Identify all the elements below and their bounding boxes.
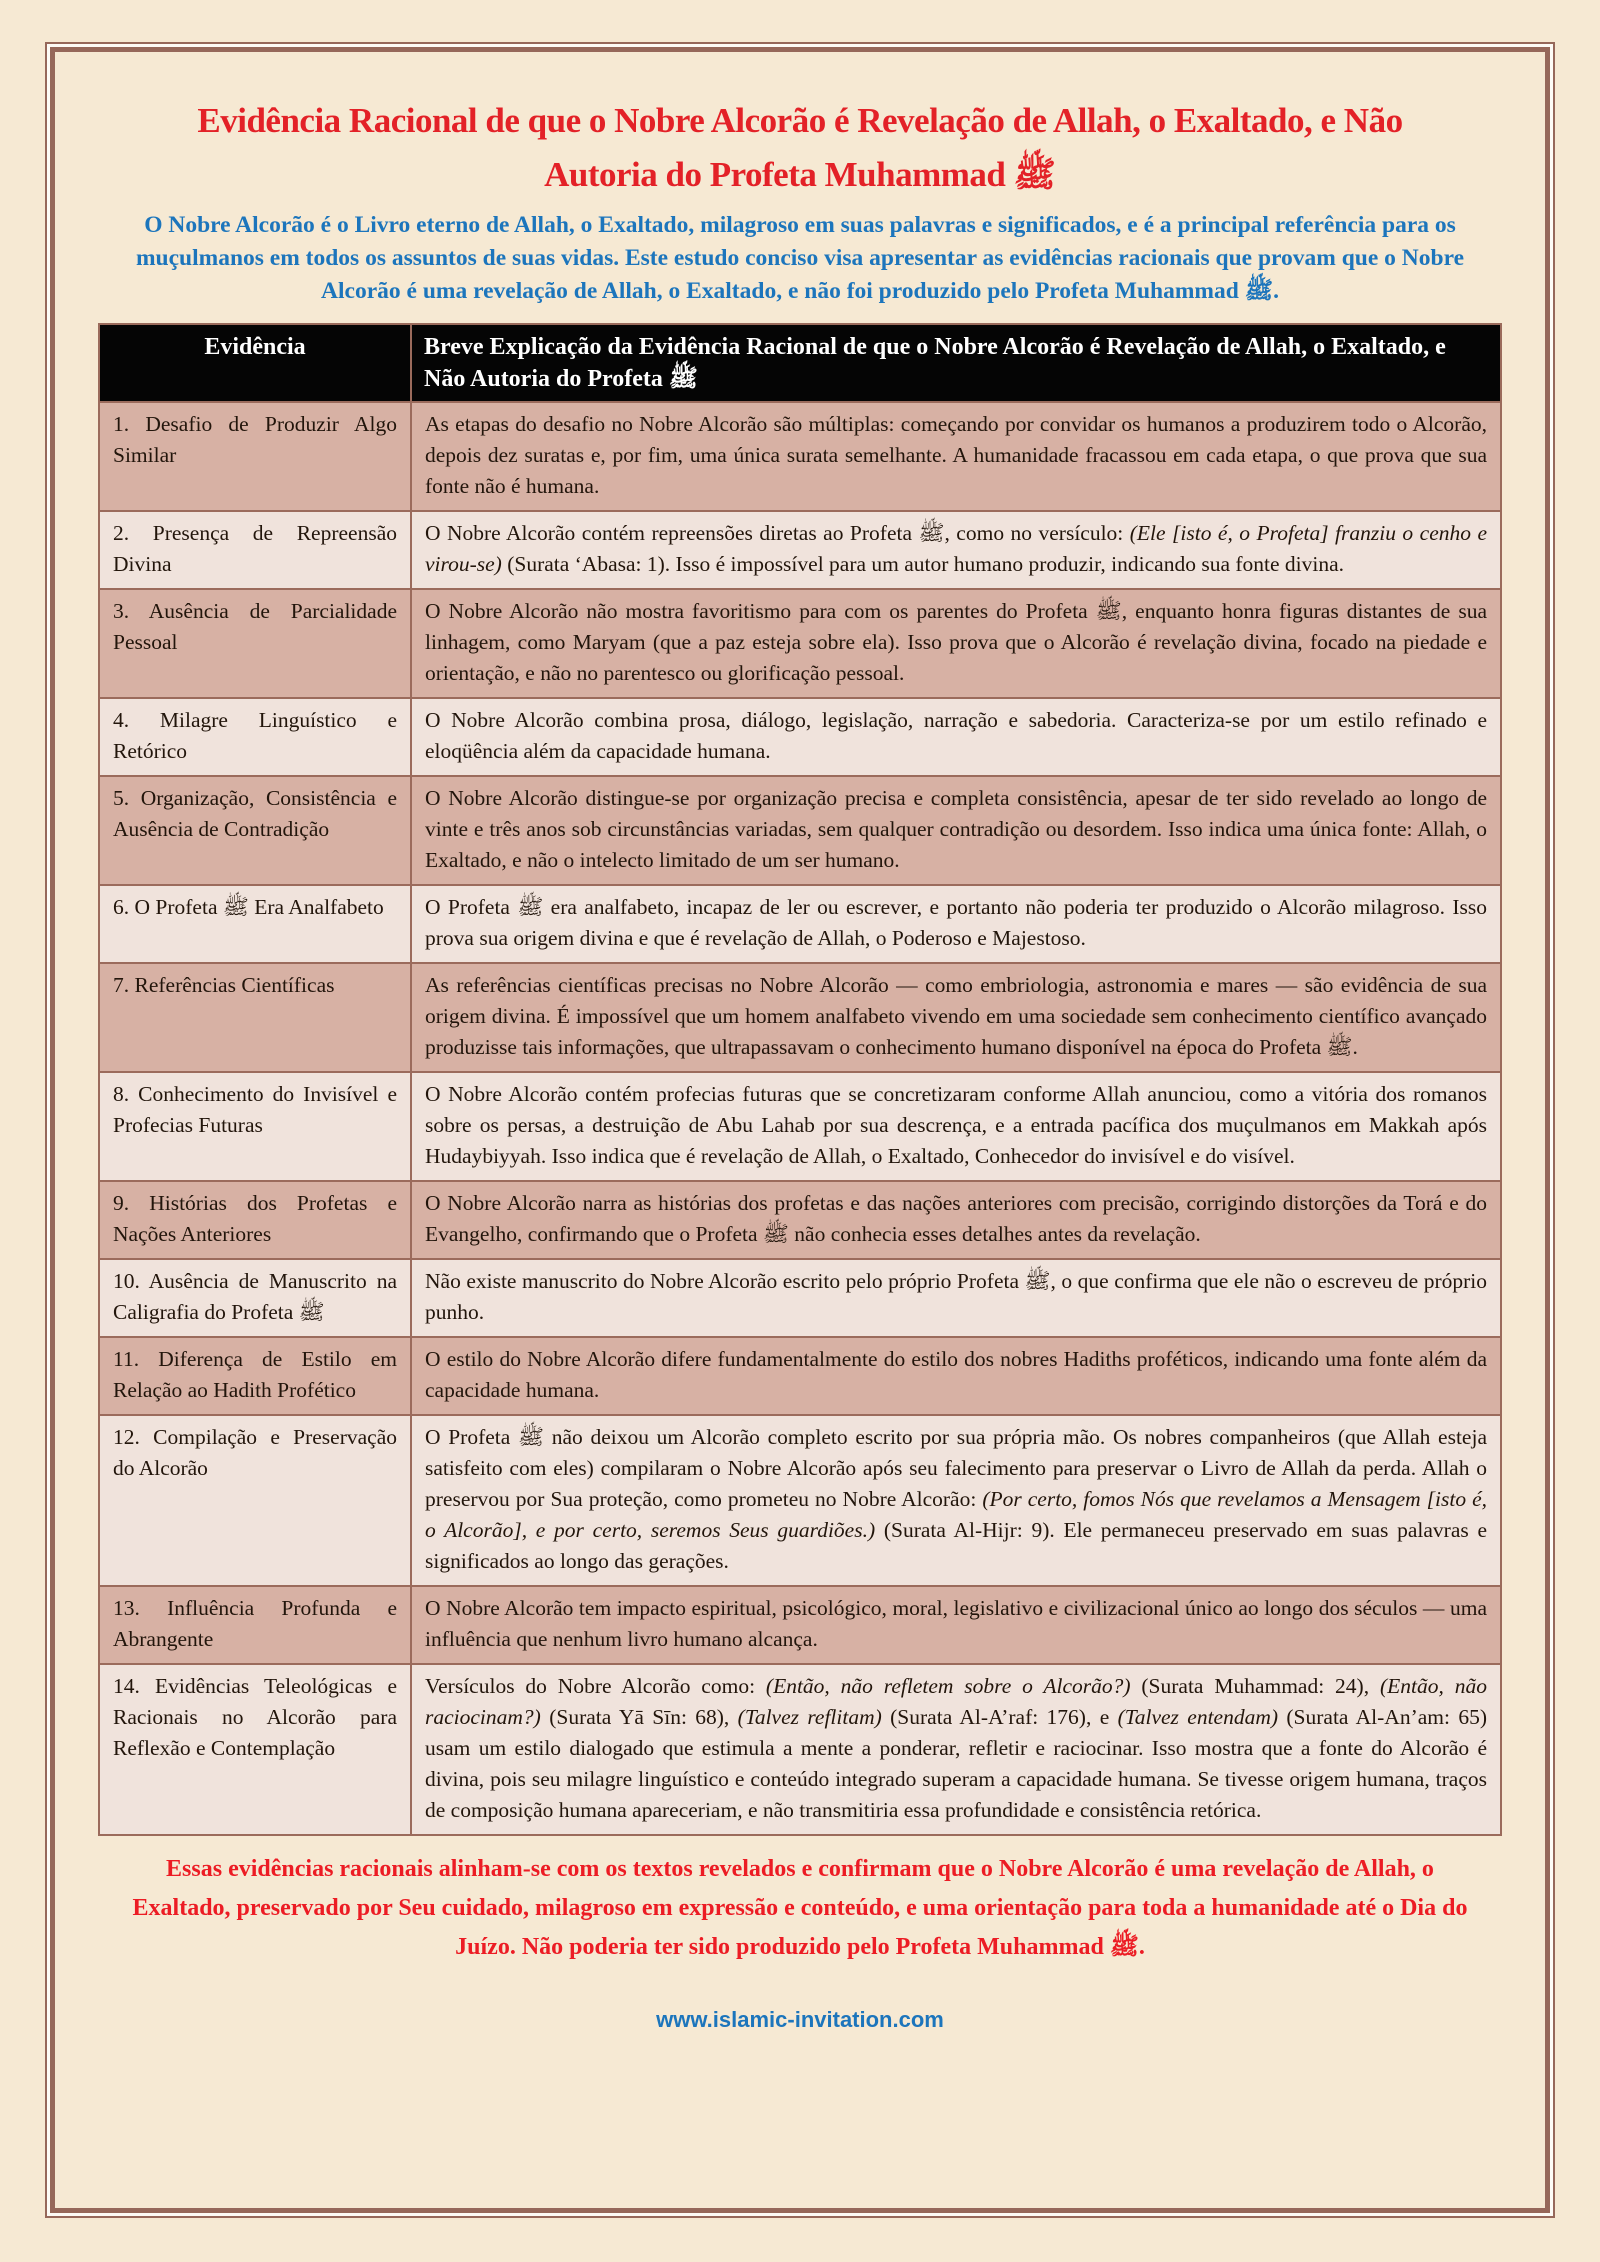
evidence-cell: 8. Conhecimento do Invisível e Profecias Futuras <box>99 1072 411 1181</box>
page-title-line2: Autoria do Profeta Muhammad ﷺ <box>544 155 1056 195</box>
explanation-cell: As referências científicas precisas no Nobre Alcorão — como embriologia, astronomia e mares — são evidência de sua origem divina. É impossível que um homem analfabeto vivendo em uma sociedade sem conhecimento científico avançado produzisse tais informações, que ultrapassavam o conhecimento humano disponível na época do Profeta ﷺ. <box>411 963 1501 1072</box>
explanation-cell: Versículos do Nobre Alcorão como: (Então, não refletem sobre o Alcorão?) (Surata Muhammad: 24), (Então, não raciocinam?) (Surata Yā Sīn: 68), (Talvez reflitam) (Surata Al-A’raf: 176), e (Talvez entendam) (Surata Al-An’am: 65) usam um estilo dialogado que estimula a mente a ponderar, refletir e raciocinar. Isso mostra que a fonte do Alcorão é divina, pois seu milagre linguístico e conteúdo integrado superam a capacidade humana. Se tivesse origem humana, traços de composição humana apareceriam, e não transmitiria essa profundidade e consistência retórica. <box>411 1664 1501 1835</box>
explanation-cell: O Profeta ﷺ não deixou um Alcorão completo escrito por sua própria mão. Os nobres companheiros (que Allah esteja satisfeito com eles) compilaram o Nobre Alcorão após seu falecimento para preservar o Livro de Allah da perda. Allah o preservou por Sua proteção, como prometeu no Nobre Alcorão: (Por certo, fomos Nós que revelamos a Mensagem [isto é, o Alcorão], e por certo, seremos Seus guardiões.) (Surata Al-Hijr: 9). Ele permaneceu preservado em suas palavras e significados ao longo das gerações. <box>411 1415 1501 1586</box>
table-row <box>99 511 1501 589</box>
evidence-cell: 10. Ausência de Manuscrito na Caligrafia do Profeta ﷺ <box>99 1259 411 1337</box>
evidence-table-body <box>99 402 1501 1835</box>
evidence-cell: 6. O Profeta ﷺ Era Analfabeto <box>99 885 411 963</box>
evidence-table <box>98 323 1502 1837</box>
table-row <box>99 1337 1501 1415</box>
explanation-cell: O Profeta ﷺ era analfabeto, incapaz de ler ou escrever, e portanto não poderia ter produzido o Alcorão milagroso. Isso prova sua origem divina e que é revelação de Allah, o Poderoso e Majestoso. <box>411 885 1501 963</box>
table-row <box>99 589 1501 698</box>
explanation-cell: O Nobre Alcorão combina prosa, diálogo, legislação, narração e sabedoria. Caracteriza-se por um estilo refinado e eloqüência além da capacidade humana. <box>411 698 1501 776</box>
evidence-cell: 14. Evidências Teleológicas e Racionais no Alcorão para Reflexão e Contemplação <box>99 1664 411 1835</box>
evidence-cell: 4. Milagre Linguístico e Retórico <box>99 698 411 776</box>
table-row <box>99 1181 1501 1259</box>
explanation-cell: O Nobre Alcorão contém repreensões diretas ao Profeta ﷺ, como no versículo: (Ele [isto é, o Profeta] franziu o cenho e virou-se) (Surata ‘Abasa: 1). Isso é impossível para um autor humano produzir, indicando sua fonte divina. <box>411 511 1501 589</box>
evidence-cell: 7. Referências Científicas <box>99 963 411 1072</box>
table-row <box>99 963 1501 1072</box>
page-content-area <box>50 47 1550 2213</box>
explanation-cell: O Nobre Alcorão narra as histórias dos profetas e das nações anteriores com precisão, corrigindo distorções da Torá e do Evangelho, confirmando que o Profeta ﷺ não conhecia esses detalhes antes da revelação. <box>411 1181 1501 1259</box>
explanation-cell: O Nobre Alcorão tem impacto espiritual, psicológico, moral, legislativo e civilizacional único ao longo dos séculos — uma influência que nenhum livro humano alcança. <box>411 1586 1501 1664</box>
table-row <box>99 1072 1501 1181</box>
table-row <box>99 1415 1501 1586</box>
evidence-cell: 2. Presença de Repreensão Divina <box>99 511 411 589</box>
decorative-border-frame <box>45 42 1555 2218</box>
evidence-cell: 5. Organização, Consistência e Ausência de Contradição <box>99 776 411 885</box>
table-header-row <box>99 324 1501 403</box>
page-title <box>107 94 1493 203</box>
explanation-cell: Não existe manuscrito do Nobre Alcorão escrito pelo próprio Profeta ﷺ, o que confirma que ele não o escreveu de próprio punho. <box>411 1259 1501 1337</box>
explanation-cell: O Nobre Alcorão não mostra favoritismo para com os parentes do Profeta ﷺ, enquanto honra figuras distantes de sua linhagem, como Maryam (que a paz esteja sobre ela). Isso prova que o Alcorão é revelação divina, focado na piedade e orientação, e não no parentesco ou glorificação pessoal. <box>411 589 1501 698</box>
table-row <box>99 1586 1501 1664</box>
evidence-cell: 1. Desafio de Produzir Algo Similar <box>99 402 411 511</box>
intro-paragraph: O Nobre Alcorão é o Livro eterno de Allah, o Exaltado, milagroso em suas palavras e significados, e é a principal referência para os muçulmanos em todos os assuntos de suas vidas. Este estudo conciso visa apresentar as evidências racionais que provam que o Nobre Alcorão é uma revelação de Allah, o Exaltado, e não foi produzido pelo Profeta Muhammad ﷺ. <box>135 211 1465 305</box>
evidence-cell: 3. Ausência de Parcialidade Pessoal <box>99 589 411 698</box>
evidence-cell: 13. Influência Profunda e Abrangente <box>99 1586 411 1664</box>
evidence-cell: 9. Histórias dos Profetas e Nações Anteriores <box>99 1181 411 1259</box>
evidence-cell: 12. Compilação e Preservação do Alcorão <box>99 1415 411 1586</box>
table-row <box>99 1259 1501 1337</box>
conclusion-paragraph: Essas evidências racionais alinham-se com os textos revelados e confirmam que o Nobre Alcorão é uma revelação de Allah, o Exaltado, preservado por Seu cuidado, milagroso em expressão e conteúdo, e uma orientação para toda a humanidade até o Dia do Juízo. Não poderia ter sido produzido pelo Profeta Muhammad ﷺ. <box>132 1856 1468 1961</box>
page-title-line1: Evidência Racional de que o Nobre Alcorão é Revelação de Allah, o Exaltado, e Não <box>197 101 1403 140</box>
column-header-explicacao: Breve Explicação da Evidência Racional de que o Nobre Alcorão é Revelação de Allah, o Exaltado, e Não Autoria do Profeta ﷺ <box>411 324 1501 403</box>
table-row <box>99 776 1501 885</box>
table-row <box>99 698 1501 776</box>
table-row <box>99 402 1501 511</box>
column-header-evidencia: Evidência <box>99 324 411 403</box>
evidence-cell: 11. Diferença de Estilo em Relação ao Hadith Profético <box>99 1337 411 1415</box>
table-row <box>99 1664 1501 1835</box>
table-row <box>99 885 1501 963</box>
explanation-cell: O Nobre Alcorão distingue-se por organização precisa e completa consistência, apesar de ter sido revelado ao longo de vinte e três anos sob circunstâncias variadas, sem qualquer contradição ou desordem. Isso indica uma única fonte: Allah, o Exaltado, e não o intelecto limitado de um ser humano. <box>411 776 1501 885</box>
explanation-cell: As etapas do desafio no Nobre Alcorão são múltiplas: começando por convidar os humanos a produzirem todo o Alcorão, depois dez suratas e, por fim, uma única surata semelhante. A humanidade fracassou em cada etapa, o que prova que sua fonte não é humana. <box>411 402 1501 511</box>
explanation-cell: O Nobre Alcorão contém profecias futuras que se concretizaram conforme Allah anunciou, como a vitória dos romanos sobre os persas, a destruição de Abu Lahab por sua descrença, e a entrada pacífica dos muçulmanos em Makkah após Hudaybiyyah. Isso indica que é revelação de Allah, o Exaltado, Conhecedor do invisível e do visível. <box>411 1072 1501 1181</box>
website-link[interactable]: www.islamic-invitation.com <box>656 2006 944 2032</box>
explanation-cell: O estilo do Nobre Alcorão difere fundamentalmente do estilo dos nobres Hadiths proféticos, indicando uma fonte além da capacidade humana. <box>411 1337 1501 1415</box>
